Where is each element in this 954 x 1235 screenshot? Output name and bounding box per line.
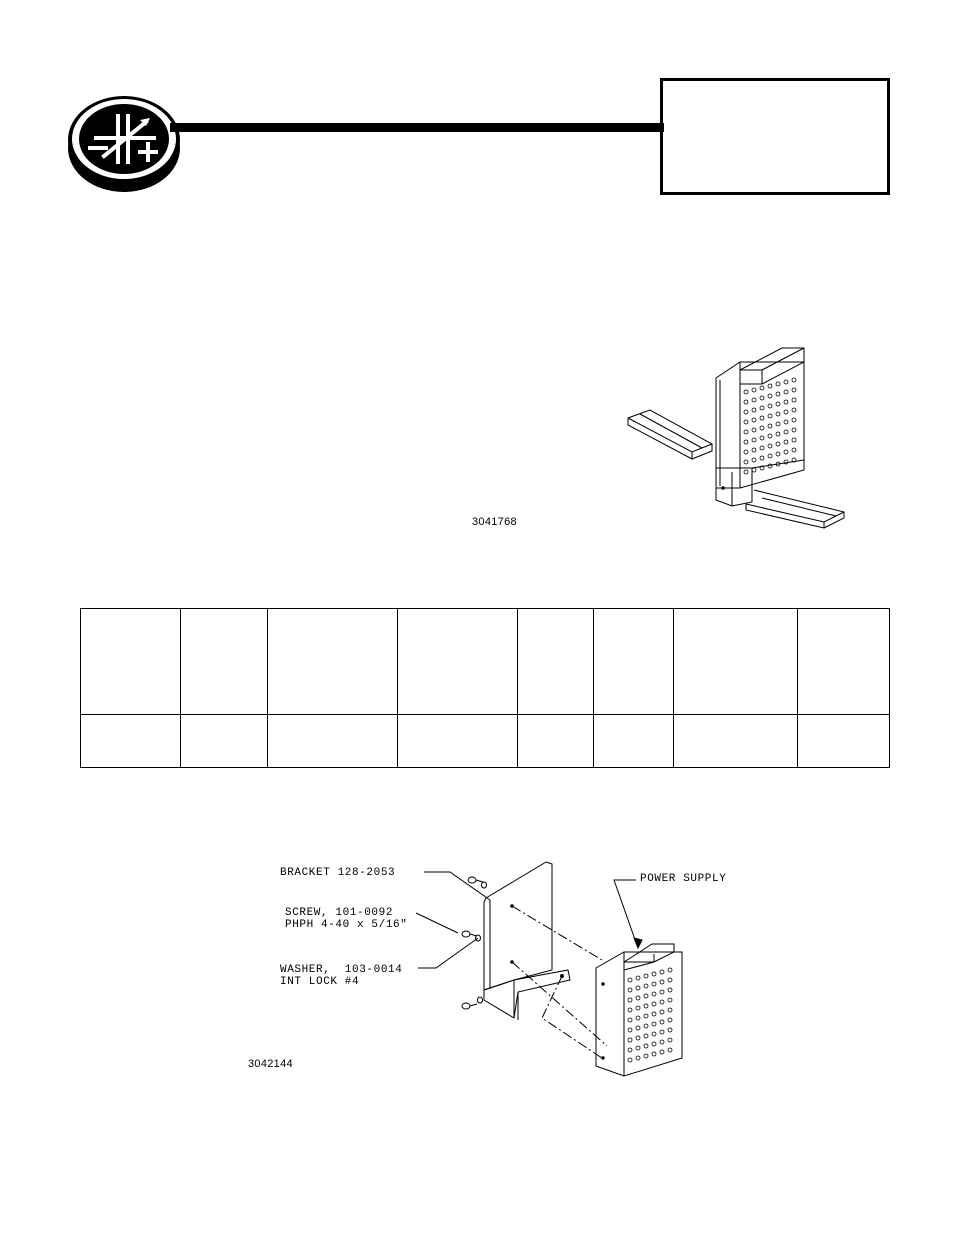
- callout-bracket: BRACKET 128-2053: [280, 867, 396, 879]
- callout-washer-part: WASHER, 103-0014: [280, 964, 403, 976]
- callout-screw-spec: PHPH 4-40 x 5/16": [285, 919, 408, 931]
- company-logo: [66, 92, 182, 192]
- table-header-cell: [397, 609, 518, 715]
- table-header-cell: [594, 609, 674, 715]
- figure-id-bottom: 3042144: [248, 1058, 293, 1070]
- callout-power-supply: POWER SUPPLY: [640, 873, 727, 885]
- table-cell: [518, 715, 594, 768]
- table-header-cell: [518, 609, 594, 715]
- table-cell: [397, 715, 518, 768]
- table-header-cell: [798, 609, 890, 715]
- callout-screw-part: SCREW, 101-0092: [285, 907, 394, 919]
- table-cell: [180, 715, 267, 768]
- table-row: [81, 715, 890, 768]
- table-header-cell: [180, 609, 267, 715]
- table-cell: [674, 715, 798, 768]
- table-header-cell: [267, 609, 397, 715]
- table-header-cell: [674, 609, 798, 715]
- table-header-row: [81, 609, 890, 715]
- table-cell: [267, 715, 397, 768]
- spec-table: [80, 608, 890, 768]
- din-rail-mount-illustration: [622, 340, 870, 535]
- figure-id-top: 3041768: [472, 516, 517, 528]
- callout-washer-spec: INT LOCK #4: [280, 976, 360, 988]
- table-header-cell: [81, 609, 181, 715]
- header-rule: [170, 123, 664, 132]
- table-cell: [81, 715, 181, 768]
- title-box: [660, 78, 890, 195]
- table-cell: [798, 715, 890, 768]
- table-cell: [594, 715, 674, 768]
